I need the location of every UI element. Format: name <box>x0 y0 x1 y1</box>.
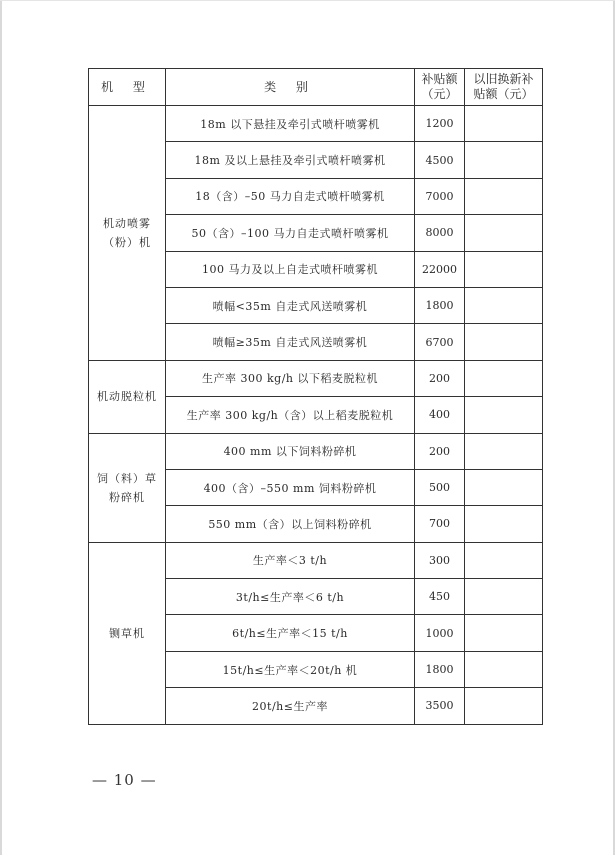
header-tradein-line2: 贴额（元） <box>473 87 534 101</box>
tradein-cell <box>465 360 543 396</box>
category-cell: 6t/h≤生产率＜15 t/h <box>166 615 415 651</box>
tradein-cell <box>465 579 543 615</box>
subsidy-cell: 4500 <box>415 142 465 178</box>
tradein-cell <box>465 324 543 360</box>
category-cell: 50（含）–100 马力自走式喷杆喷雾机 <box>166 215 415 251</box>
header-subsidy-line2: （元） <box>421 87 458 101</box>
category-cell: 喷幅<35m 自走式风送喷雾机 <box>166 287 415 323</box>
tradein-cell <box>465 542 543 578</box>
subsidy-cell: 22000 <box>415 251 465 287</box>
tradein-cell <box>465 397 543 433</box>
category-cell: 18m 及以上悬挂及牵引式喷杆喷雾机 <box>166 142 415 178</box>
page-border-top <box>0 0 615 1</box>
category-cell: 3t/h≤生产率＜6 t/h <box>166 579 415 615</box>
category-cell: 400（含）–550 mm 饲料粉碎机 <box>166 469 415 505</box>
table-row <box>89 360 543 396</box>
category-cell: 18m 以下悬挂及牵引式喷杆喷雾机 <box>166 106 415 142</box>
header-category: 类 别 <box>166 69 415 106</box>
subsidy-cell: 400 <box>415 397 465 433</box>
subsidy-cell: 1800 <box>415 287 465 323</box>
tradein-cell <box>465 178 543 214</box>
tradein-cell <box>465 287 543 323</box>
subsidy-cell: 500 <box>415 469 465 505</box>
subsidy-cell: 8000 <box>415 215 465 251</box>
subsidy-cell: 7000 <box>415 178 465 214</box>
category-cell: 18（含）–50 马力自走式喷杆喷雾机 <box>166 178 415 214</box>
tradein-cell <box>465 215 543 251</box>
category-cell: 15t/h≤生产率＜20t/h 机 <box>166 651 415 687</box>
header-tradein-subsidy <box>465 69 543 106</box>
tradein-cell <box>465 506 543 542</box>
subsidy-cell: 6700 <box>415 324 465 360</box>
table-row <box>89 106 543 142</box>
header-subsidy <box>415 69 465 106</box>
header-subsidy-line1: 补贴额 <box>421 72 458 86</box>
category-cell: 生产率 300 kg/h（含）以上稻麦脱粒机 <box>166 397 415 433</box>
tradein-cell <box>465 251 543 287</box>
category-cell: 生产率＜3 t/h <box>166 542 415 578</box>
table-row <box>89 433 543 469</box>
table-header-row <box>89 69 543 106</box>
subsidy-cell: 200 <box>415 433 465 469</box>
machine-type-cell: 机动脱粒机 <box>89 360 166 433</box>
tradein-cell <box>465 142 543 178</box>
header-machine-type: 机 型 <box>89 69 166 106</box>
subsidy-cell: 200 <box>415 360 465 396</box>
subsidy-cell: 1200 <box>415 106 465 142</box>
subsidy-cell: 1800 <box>415 651 465 687</box>
category-cell: 100 马力及以上自走式喷杆喷雾机 <box>166 251 415 287</box>
subsidy-table <box>88 68 543 725</box>
tradein-cell <box>465 106 543 142</box>
table-row <box>89 542 543 578</box>
machine-type-cell: 铡草机 <box>89 542 166 724</box>
page-number: — 10 — <box>92 771 157 789</box>
tradein-cell <box>465 433 543 469</box>
machine-type-cell: 饲（料）草 粉碎机 <box>89 433 166 542</box>
tradein-cell <box>465 615 543 651</box>
subsidy-cell: 3500 <box>415 688 465 724</box>
subsidy-cell: 1000 <box>415 615 465 651</box>
category-cell: 20t/h≤生产率 <box>166 688 415 724</box>
machine-type-cell: 机动喷雾 （粉）机 <box>89 106 166 361</box>
tradein-cell <box>465 688 543 724</box>
category-cell: 喷幅≥35m 自走式风送喷雾机 <box>166 324 415 360</box>
tradein-cell <box>465 651 543 687</box>
page-border-left <box>0 0 2 855</box>
tradein-cell <box>465 469 543 505</box>
category-cell: 400 mm 以下饲料粉碎机 <box>166 433 415 469</box>
subsidy-cell: 450 <box>415 579 465 615</box>
subsidy-cell: 700 <box>415 506 465 542</box>
subsidy-cell: 300 <box>415 542 465 578</box>
category-cell: 生产率 300 kg/h 以下稻麦脱粒机 <box>166 360 415 396</box>
header-tradein-line1: 以旧换新补 <box>473 72 534 86</box>
category-cell: 550 mm（含）以上饲料粉碎机 <box>166 506 415 542</box>
